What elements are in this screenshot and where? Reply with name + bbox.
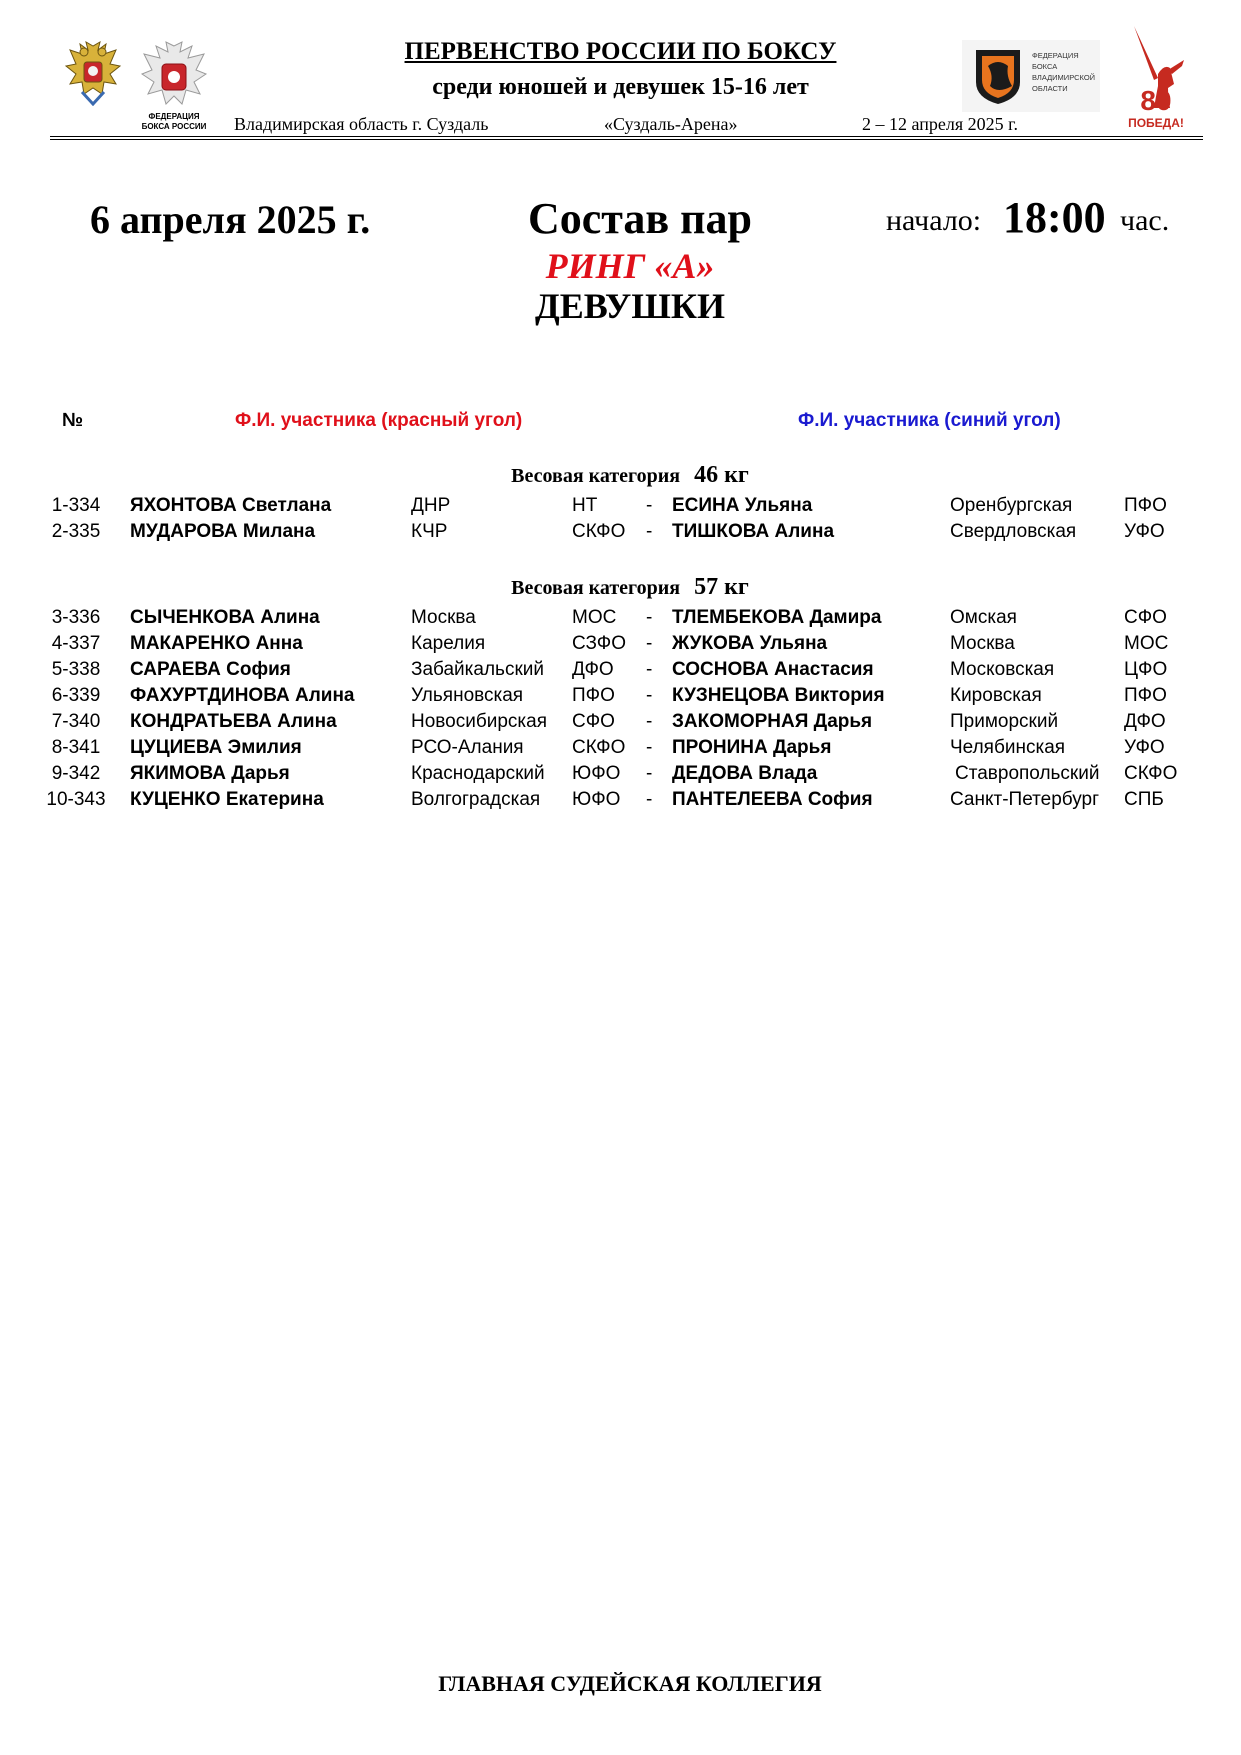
bout-separator: - bbox=[646, 763, 653, 784]
location: Владимирская область г. Суздаль bbox=[234, 114, 489, 134]
blue-corner-region: Приморский bbox=[950, 711, 1059, 732]
weight-category-label: Весовая категория bbox=[511, 465, 681, 487]
bout-separator: - bbox=[646, 633, 653, 654]
blue-corner-name: ЗАКОМОРНАЯ Дарья bbox=[672, 711, 873, 732]
bout-number: 1-334 bbox=[51, 495, 101, 516]
bout-number: 8-341 bbox=[51, 737, 101, 758]
bout-number: 10-343 bbox=[46, 789, 106, 810]
competition-title: ПЕРВЕНСТВО РОССИИ ПО БОКСУ bbox=[404, 38, 837, 65]
blue-corner-name: КУЗНЕЦОВА Виктория bbox=[672, 685, 885, 706]
bout-separator: - bbox=[646, 737, 653, 758]
red-corner-district: СКФО bbox=[572, 521, 626, 542]
start-label: начало: bbox=[886, 204, 982, 237]
red-corner-name: КОНДРАТЬЕВА Алина bbox=[130, 711, 337, 732]
pobeda-text: ПОБЕДА! bbox=[1128, 116, 1184, 130]
red-corner-region: Москва bbox=[411, 607, 476, 628]
blue-corner-district: ПФО bbox=[1124, 685, 1167, 706]
bout-number: 2-335 bbox=[51, 521, 101, 542]
blue-corner-region: Омская bbox=[950, 607, 1017, 628]
table-row bbox=[0, 711, 1241, 737]
red-corner-district: СКФО bbox=[572, 737, 626, 758]
blue-corner-district: ЦФО bbox=[1124, 659, 1168, 680]
red-corner-district: ЮФО bbox=[572, 763, 621, 784]
blue-corner-region: Оренбургская bbox=[950, 495, 1073, 516]
red-corner-name: СЫЧЕНКОВА Алина bbox=[130, 607, 320, 628]
red-corner-district: ДФО bbox=[572, 659, 614, 680]
blue-corner-region: Санкт-Петербург bbox=[950, 789, 1100, 810]
page-title: Состав пар bbox=[527, 194, 753, 243]
red-corner-name: ФАХУРТДИНОВА Алина bbox=[130, 685, 355, 706]
red-corner-district: НТ bbox=[572, 495, 598, 516]
weight-category-value: 57 кг bbox=[694, 574, 749, 600]
red-corner-region: Новосибирская bbox=[411, 711, 547, 732]
start-time: 18:00 bbox=[1003, 193, 1106, 242]
red-corner-name: ЯКИМОВА Дарья bbox=[130, 763, 290, 784]
red-corner-region: Краснодарский bbox=[411, 763, 545, 784]
bout-number: 3-336 bbox=[51, 607, 101, 628]
blue-corner-region: Москва bbox=[950, 633, 1015, 654]
blue-corner-district: УФО bbox=[1124, 737, 1165, 758]
bout-separator: - bbox=[646, 607, 653, 628]
pobeda-number: 80 bbox=[1140, 85, 1172, 116]
blue-corner-name: ПРОНИНА Дарья bbox=[672, 737, 832, 758]
ring-label: РИНГ «А» bbox=[545, 246, 715, 286]
blue-corner-name: ЖУКОВА Ульяна bbox=[672, 633, 828, 654]
table-row bbox=[0, 495, 1241, 521]
red-corner-name: ЦУЦИЕВА Эмилия bbox=[130, 737, 302, 758]
footer-judges-panel: ГЛАВНАЯ СУДЕЙСКАЯ КОЛЛЕГИЯ bbox=[438, 1671, 822, 1696]
table-row bbox=[0, 633, 1241, 659]
group-label: ДЕВУШКИ bbox=[535, 286, 725, 326]
red-corner-district: СФО bbox=[572, 711, 615, 732]
blue-corner-name: ДЕДОВА Влада bbox=[672, 763, 818, 784]
blue-corner-name: ПАНТЕЛЕЕВА София bbox=[672, 789, 873, 810]
blue-corner-district: МОС bbox=[1124, 633, 1169, 654]
weight-category-heading bbox=[0, 462, 1241, 489]
event-dates: 2 – 12 апреля 2025 г. bbox=[862, 114, 1018, 134]
table-row bbox=[0, 659, 1241, 685]
bout-date: 6 апреля 2025 г. bbox=[90, 197, 371, 242]
competition-subtitle: среди юношей и девушек 15-16 лет bbox=[432, 74, 809, 100]
blue-corner-region: Московская bbox=[950, 659, 1055, 680]
red-corner-name: ЯХОНТОВА Светлана bbox=[130, 495, 332, 516]
header-divider-second bbox=[50, 139, 1203, 140]
red-corner-region: Забайкальский bbox=[411, 659, 544, 680]
red-corner-district: ЮФО bbox=[572, 789, 621, 810]
red-corner-region: Карелия bbox=[411, 633, 486, 654]
blue-corner-district: СФО bbox=[1124, 607, 1167, 628]
red-corner-name: МАКАРЕНКО Анна bbox=[130, 633, 303, 654]
bout-separator: - bbox=[646, 711, 653, 732]
column-blue-corner-header: Ф.И. участника (синий угол) bbox=[798, 410, 1061, 431]
weight-category-value: 46 кг bbox=[694, 462, 749, 488]
blue-corner-district: ПФО bbox=[1124, 495, 1167, 516]
blue-corner-region: Челябинская bbox=[950, 737, 1066, 758]
red-corner-district: ПФО bbox=[572, 685, 615, 706]
blue-corner-name: ТЛЕМБЕКОВА Дамира bbox=[672, 607, 882, 628]
start-unit: час. bbox=[1120, 204, 1170, 237]
bout-number: 5-338 bbox=[51, 659, 101, 680]
blue-corner-district: ДФО bbox=[1124, 711, 1166, 732]
red-corner-region: Ульяновская bbox=[411, 685, 524, 706]
header-divider bbox=[50, 136, 1203, 137]
bout-separator: - bbox=[646, 521, 653, 542]
table-row bbox=[0, 685, 1241, 711]
blue-corner-name: ТИШКОВА Алина bbox=[672, 521, 835, 542]
bout-separator: - bbox=[646, 659, 653, 680]
bout-separator: - bbox=[646, 685, 653, 706]
red-corner-name: САРАЕВА София bbox=[130, 659, 291, 680]
table-row bbox=[0, 763, 1241, 789]
red-corner-district: СЗФО bbox=[572, 633, 626, 654]
bout-separator: - bbox=[646, 495, 653, 516]
table-row bbox=[0, 737, 1241, 763]
weight-category-heading bbox=[0, 574, 1241, 601]
weight-category-label: Весовая категория bbox=[511, 577, 681, 599]
red-corner-name: МУДАРОВА Милана bbox=[130, 521, 316, 542]
blue-corner-district: УФО bbox=[1124, 521, 1165, 542]
red-corner-region: ДНР bbox=[411, 495, 451, 516]
blue-corner-name: СОСНОВА Анастасия bbox=[672, 659, 874, 680]
column-red-corner-header: Ф.И. участника (красный угол) bbox=[235, 410, 523, 431]
column-number-header: № bbox=[62, 410, 84, 431]
table-row bbox=[0, 521, 1241, 547]
table-row bbox=[0, 607, 1241, 633]
blue-corner-name: ЕСИНА Ульяна bbox=[672, 495, 813, 516]
blue-corner-district: СКФО bbox=[1124, 763, 1178, 784]
red-corner-region: КЧР bbox=[411, 521, 448, 542]
blue-corner-region: Кировская bbox=[950, 685, 1042, 706]
bout-number: 6-339 bbox=[51, 685, 101, 706]
blue-corner-region: Свердловская bbox=[950, 521, 1077, 542]
bout-number: 9-342 bbox=[51, 763, 101, 784]
bout-number: 4-337 bbox=[51, 633, 101, 654]
bout-separator: - bbox=[646, 789, 653, 810]
blue-corner-district: СПБ bbox=[1124, 789, 1164, 810]
bout-number: 7-340 bbox=[51, 711, 101, 732]
fbr-logo-text: ФЕДЕРАЦИЯ БОКСА РОССИИ bbox=[141, 112, 207, 131]
red-corner-region: РСО-Алания bbox=[411, 737, 524, 758]
table-row bbox=[0, 789, 1241, 815]
red-corner-district: МОС bbox=[572, 607, 617, 628]
red-corner-region: Волгоградская bbox=[411, 789, 541, 810]
fbvo-logo-text: ФЕДЕРАЦИЯ БОКСА ВЛАДИМИРСКОЙ ОБЛАСТИ bbox=[1032, 51, 1096, 93]
red-corner-name: КУЦЕНКО Екатерина bbox=[130, 789, 324, 810]
venue: «Суздаль-Арена» bbox=[604, 114, 738, 134]
blue-corner-region: Ставропольский bbox=[955, 763, 1100, 784]
